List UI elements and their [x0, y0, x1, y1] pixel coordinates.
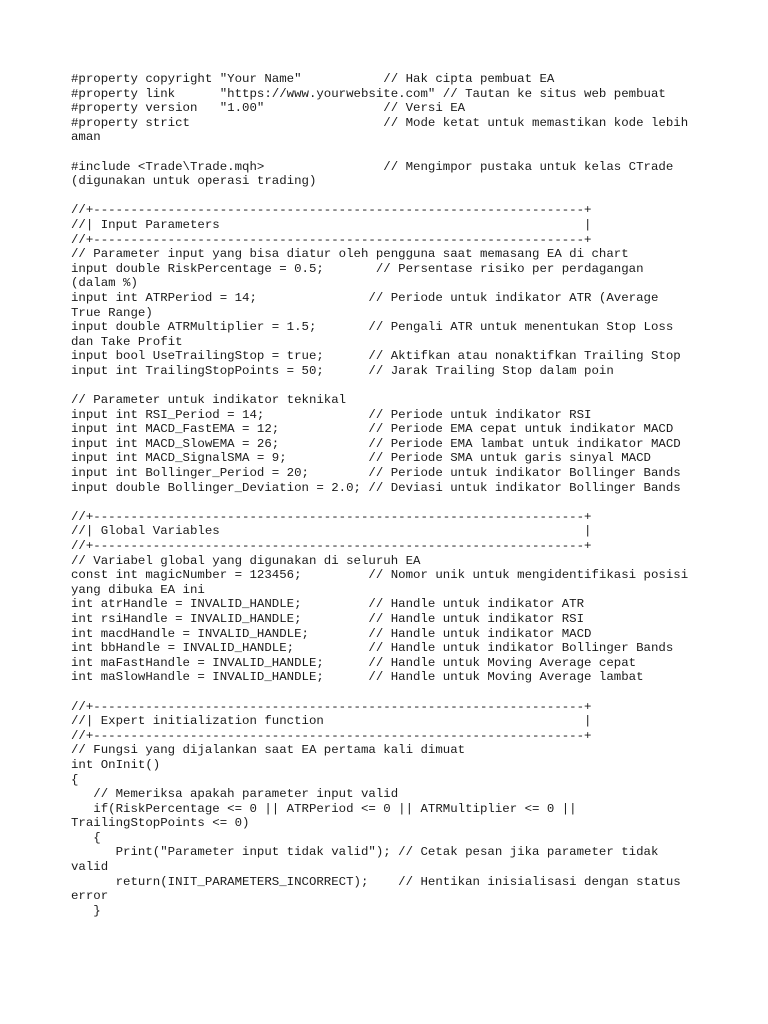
code-line: {	[71, 830, 101, 845]
code-line: const int magicNumber = 123456; // Nomor unik untuk mengidentifikasi posisi	[71, 568, 689, 583]
code-line: #property version "1.00" // Versi EA	[71, 101, 466, 116]
code-line: Print("Parameter input tidak valid"); // Cetak pesan jika parameter tidak	[71, 845, 659, 860]
code-line: // Memeriksa apakah parameter input valid	[71, 787, 399, 802]
code-line: //+------------------------------------------------------------------+	[71, 509, 592, 524]
code-line: #include <Trade\Trade.mqh> // Mengimpor pustaka untuk kelas CTrade	[71, 159, 674, 174]
code-line: {	[71, 772, 79, 787]
code-line: input int TrailingStopPoints = 50; // Jarak Trailing Stop dalam poin	[71, 363, 614, 378]
code-line: int rsiHandle = INVALID_HANDLE; // Handle untuk indikator RSI	[71, 611, 585, 626]
code-line: #property strict // Mode ketat untuk memastikan kode lebih	[71, 115, 689, 130]
code-line: //+------------------------------------------------------------------+	[71, 728, 592, 743]
code-line: valid	[71, 860, 109, 875]
code-line: #property copyright "Your Name" // Hak cipta pembuat EA	[71, 72, 555, 86]
code-line: //| Expert initialization function |	[71, 714, 592, 729]
code-line: return(INIT_PARAMETERS_INCORRECT); // Hentikan inisialisasi dengan status	[71, 874, 681, 889]
code-line: dan Take Profit	[71, 334, 183, 349]
code-line: True Range)	[71, 305, 153, 320]
code-line: //+------------------------------------------------------------------+	[71, 232, 592, 247]
code-line: error	[71, 889, 109, 904]
code-line: input double ATRMultiplier = 1.5; // Pengali ATR untuk menentukan Stop Loss	[71, 320, 674, 335]
code-line: yang dibuka EA ini	[71, 582, 205, 597]
code-line: //| Global Variables |	[71, 524, 592, 539]
code-line: if(RiskPercentage <= 0 || ATRPeriod <= 0 || ATRMultiplier <= 0 ||	[71, 801, 577, 816]
blank-line	[71, 145, 688, 160]
code-line: int maFastHandle = INVALID_HANDLE; // Handle untuk Moving Average cepat	[71, 655, 637, 670]
code-line: (digunakan untuk operasi trading)	[71, 174, 317, 189]
code-line: input int ATRPeriod = 14; // Periode untuk indikator ATR (Average	[71, 290, 659, 305]
code-line: // Parameter input yang bisa diatur oleh pengguna saat memasang EA di chart	[71, 247, 629, 262]
code-line: input double Bollinger_Deviation = 2.0; // Deviasi untuk indikator Bollinger Bands	[71, 480, 681, 495]
code-line: input int Bollinger_Period = 20; // Periode untuk indikator Bollinger Bands	[71, 466, 681, 481]
code-line: //| Input Parameters |	[71, 217, 592, 232]
code-listing	[71, 72, 688, 918]
code-line: //+------------------------------------------------------------------+	[71, 699, 592, 714]
code-line: int maSlowHandle = INVALID_HANDLE; // Handle untuk Moving Average lambat	[71, 670, 644, 685]
code-line: // Variabel global yang digunakan di seluruh EA	[71, 553, 421, 568]
code-line: input int RSI_Period = 14; // Periode untuk indikator RSI	[71, 407, 592, 422]
blank-line	[71, 495, 688, 510]
code-line: input int MACD_SlowEMA = 26; // Periode EMA lambat untuk indikator MACD	[71, 436, 681, 451]
code-line: }	[71, 903, 101, 918]
code-line: input int MACD_SignalSMA = 9; // Periode SMA untuk garis sinyal MACD	[71, 451, 651, 466]
code-line: //+------------------------------------------------------------------+	[71, 203, 592, 218]
code-line: int macdHandle = INVALID_HANDLE; // Handle untuk indikator MACD	[71, 626, 592, 641]
code-line: //+------------------------------------------------------------------+	[71, 539, 592, 553]
code-line: int atrHandle = INVALID_HANDLE; // Handle untuk indikator ATR	[71, 597, 585, 612]
blank-line	[71, 685, 688, 700]
blank-line	[71, 189, 688, 204]
code-line: // Fungsi yang dijalankan saat EA pertama kali dimuat	[71, 743, 466, 758]
code-line: input bool UseTrailingStop = true; // Aktifkan atau nonaktifkan Trailing Stop	[71, 349, 681, 364]
code-line: input double RiskPercentage = 0.5; // Persentase risiko per perdagangan	[71, 261, 644, 276]
code-line: aman	[71, 130, 101, 145]
code-line: #property link "https://www.yourwebsite.com" // Tautan ke situs web pembuat	[71, 86, 666, 101]
code-line: int bbHandle = INVALID_HANDLE; // Handle untuk indikator Bollinger Bands	[71, 641, 674, 656]
code-line: // Parameter untuk indikator teknikal	[71, 393, 347, 408]
blank-line	[71, 378, 688, 393]
code-line: (dalam %)	[71, 276, 138, 291]
code-line: int OnInit()	[71, 757, 161, 772]
code-line: TrailingStopPoints <= 0)	[71, 816, 250, 831]
code-line: input int MACD_FastEMA = 12; // Periode EMA cepat untuk indikator MACD	[71, 422, 674, 437]
